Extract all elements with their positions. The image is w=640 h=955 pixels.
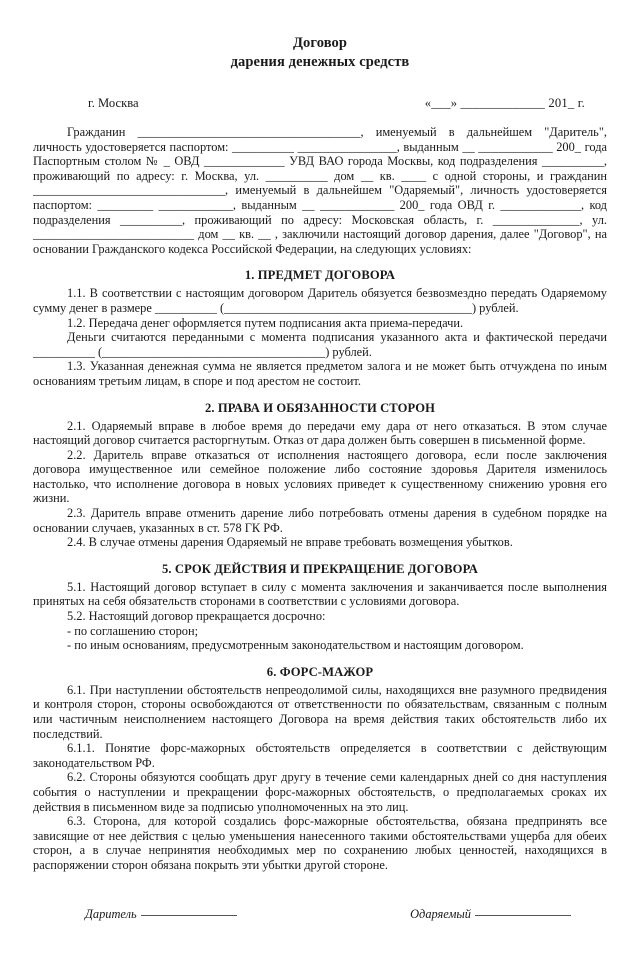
donee-signature-label: Одаряемый <box>410 906 471 921</box>
donor-signature-label: Даритель <box>85 906 137 921</box>
clause-1-3: 1.3. Указанная денежная сумма не является предметом залога и не может быть отчуждена по иным основаниям третьим лицам, в споре и под арестом не состоит. <box>33 359 607 388</box>
section-heading-2: 2. ПРАВА И ОБЯЗАННОСТИ СТОРОН <box>204 400 436 415</box>
donor-signature-rule <box>141 915 237 916</box>
clause-2-1: 2.1. Одаряемый вправе в любое время до передачи ему дара от него отказаться. В этом случае настоящий договор считается расторгнутым. Отказ от дара должен быть совершен в письменной форме. <box>33 418 607 448</box>
clause-2-2: 2.2. Даритель вправе отказаться от исполнения настоящего договора, если после заключения договора имущественное или семейное положение либо состояние здоровья Дарителя изменилось настолько, что исполнение договора в новых условиях приведет к существенному снижению уровня его жизни. <box>33 447 607 506</box>
clause-1-1: 1.1. В соответствии с настоящим договором Даритель обязуется безвозмездно передать Одаряемому сумму денег в размере __________ (________________________________________) рублей. <box>33 286 607 315</box>
clause-1-2-note: Деньги считаются переданными с момента подписания указанного акта и фактической передачи __________ (____________________________________) рублей. <box>33 330 607 359</box>
document-title-line-1: Договор <box>292 35 348 51</box>
date-of-signing: «___» _____________ 201_ г. <box>424 96 585 110</box>
section-heading-1: 1. ПРЕДМЕТ ДОГОВОРА <box>244 268 396 283</box>
signature-block <box>33 907 607 922</box>
place-of-signing: г. Москва <box>88 96 139 110</box>
document-title <box>33 34 607 72</box>
clause-6-1: 6.1. При наступлении обстоятельств непреодолимой силы, находящихся вне разумного предвидения и контроля сторон, стороны освобождаются от ответственности по обязательствам, связанным с полным или частичным неисполнением настоящего Договора на время действия таких обстоятельств либо их последствий. <box>33 682 607 741</box>
clause-6-1-1: 6.1.1. Понятие форс-мажорных обстоятельств определяется в соответствии с действующим законодательством РФ. <box>33 741 607 770</box>
clause-2-4: 2.4. В случае отмены дарения Одаряемый не вправе требовать возмещения убытков. <box>67 535 513 550</box>
clause-2-3: 2.3. Даритель вправе отменить дарение либо потребовать отмены дарения в судебном порядке на основании случаев, указанных в ст. 578 ГК РФ. <box>33 506 607 535</box>
clause-6-3: 6.3. Сторона, для которой создались форс-мажорные обстоятельства, обязана предпринять все зависящие от нее действия с целью уменьшения нанесенного такими обстоятельствами ущерба для обеих сторон, а в случае непринятия необходимых мер по сохранению любых ценностей, находящихся в распоряжении сторон обязана покрыть эти убытки другой стороне. <box>33 814 607 872</box>
section-heading-6: 6. ФОРС-МАЖОР <box>266 664 374 679</box>
clause-5-2-item-1: - по соглашению сторон; <box>67 623 199 638</box>
document-title-line-2: дарения денежных средств <box>230 54 410 70</box>
donee-signature-rule <box>475 915 571 916</box>
clause-6-2: 6.2. Стороны обязуются сообщать друг другу в течение семи календарных дней со дня наступления события о наступлении и прекращении форс-мажорных обстоятельств, о предполагаемых сроках их действия в письменном виде за подписью уполномоченных на это лиц. <box>33 770 607 814</box>
clause-5-2: 5.2. Настоящий договор прекращается досрочно: <box>67 609 326 624</box>
preamble-paragraph: Гражданин ____________________________________, именуемый в дальнейшем "Даритель", личность удостоверяется паспортом: __________ ________________, выданным __ ____________ 200_ года Паспортным столом № _ ОВД _____________ УВД ВАО города Москвы, код подразделения __________, проживающий по адресу: г. Москва, ул. __________ дом __ кв. ____ с одной стороны, и гражданин _______________________________, именуемый в дальнейшем "Одаряемый", личность удостоверяется паспортом: _________ ____________, выданным __ ____________ 200_ года ОВД г. _____________, код подразделения __________, проживающий по адресу: Московская область, г. ______________, ул. __________________________ дом __ кв. __ , заключили настоящий договор дарения, далее "Договор", на основании Гражданского кодекса Российской Федерации, на следующих условиях: <box>33 125 607 256</box>
clause-1-2: 1.2. Передача денег оформляется путем подписания акта приема-передачи. <box>67 315 464 330</box>
donor-signature-line <box>85 907 237 922</box>
section-heading-5: 5. СРОК ДЕЙСТВИЯ И ПРЕКРАЩЕНИЕ ДОГОВОРА <box>162 561 478 576</box>
clause-5-1: 5.1. Настоящий договор вступает в силу с момента заключения и заканчивается после выполнения принятых на себя обязательств сторонами в соответствии с условиями договора. <box>33 579 607 609</box>
clause-5-2-item-2: - по иным основаниям, предусмотренным законодательством и настоящим договором. <box>67 638 524 653</box>
place-date-row <box>33 96 607 111</box>
donee-signature-line <box>410 907 571 922</box>
